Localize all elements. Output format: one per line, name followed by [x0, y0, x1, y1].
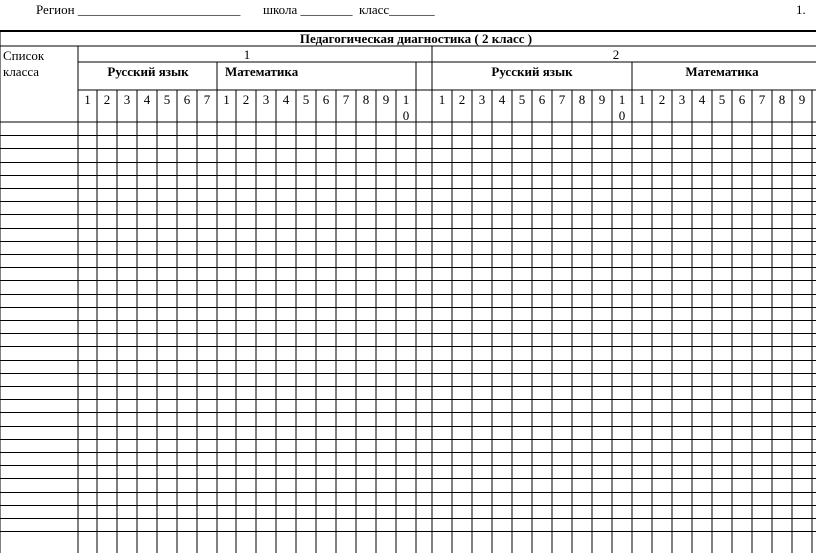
student-list-header-line2: класса [3, 64, 40, 79]
p2-task-6: 6 [738, 92, 746, 107]
p1-task-2: 2 [242, 92, 250, 107]
p2-task-3: 3 [678, 92, 686, 107]
p1-task-1: 1 [223, 92, 230, 107]
p1-subject-russian: Русский язык [107, 64, 189, 79]
period-2-label: 2 [612, 47, 620, 62]
p2-task-8: 8 [778, 92, 786, 107]
p2-subject-russian: Русский язык [491, 64, 573, 79]
p2-task-3: 3 [478, 92, 486, 107]
region-label: Регион [36, 2, 75, 17]
p2-task-4: 4 [698, 92, 706, 107]
p1-task-4: 4 [143, 92, 151, 107]
p2-task-2: 2 [458, 92, 466, 107]
p2-task-8: 8 [578, 92, 586, 107]
p1-task-3: 3 [262, 92, 270, 107]
p1-task-2: 2 [103, 92, 111, 107]
p1-task-7: 7 [342, 92, 350, 107]
p2-task-5: 5 [718, 92, 726, 107]
p1-task-3: 3 [123, 92, 131, 107]
p2-task-5: 5 [518, 92, 526, 107]
p1-task-8: 8 [362, 92, 370, 107]
p1-task-5: 5 [302, 92, 310, 107]
page-number: 1. [796, 2, 806, 17]
student-list-header-line1: Список [3, 48, 45, 63]
p1-task-4: 4 [282, 92, 290, 107]
p2-task-10-cont: 0 [618, 108, 626, 123]
p2-task-7: 7 [558, 92, 566, 107]
period-1-label: 1 [243, 47, 251, 62]
p2-task-9: 9 [598, 92, 606, 107]
p2-subject-math: Математика [685, 64, 759, 79]
school-blank[interactable]: ________ [300, 2, 353, 17]
p1-task-10: 1 [402, 92, 410, 107]
region-blank[interactable]: _________________________ [77, 2, 241, 17]
p2-task-4: 4 [498, 92, 506, 107]
p2-task-10: 1 [618, 92, 626, 107]
class-blank[interactable]: _______ [389, 2, 435, 17]
table-title: Педагогическая диагностика ( 2 класс ) [299, 31, 533, 46]
p2-task-7: 7 [758, 92, 766, 107]
p1-task-10-cont: 0 [402, 108, 410, 123]
p1-task-1: 1 [84, 92, 91, 107]
p1-task-7: 7 [203, 92, 211, 107]
p2-task-9: 9 [798, 92, 806, 107]
p1-task-6: 6 [322, 92, 330, 107]
school-label: школа [263, 2, 298, 17]
p1-task-9: 9 [382, 92, 390, 107]
class-label: класс [359, 2, 390, 17]
p2-task-1: 1 [438, 92, 446, 107]
p2-task-2: 2 [658, 92, 666, 107]
p1-task-5: 5 [163, 92, 171, 107]
p2-task-6: 6 [538, 92, 546, 107]
p1-task-6: 6 [183, 92, 191, 107]
p2-task-1: 1 [638, 92, 646, 107]
p1-subject-math: Математика [225, 64, 299, 79]
